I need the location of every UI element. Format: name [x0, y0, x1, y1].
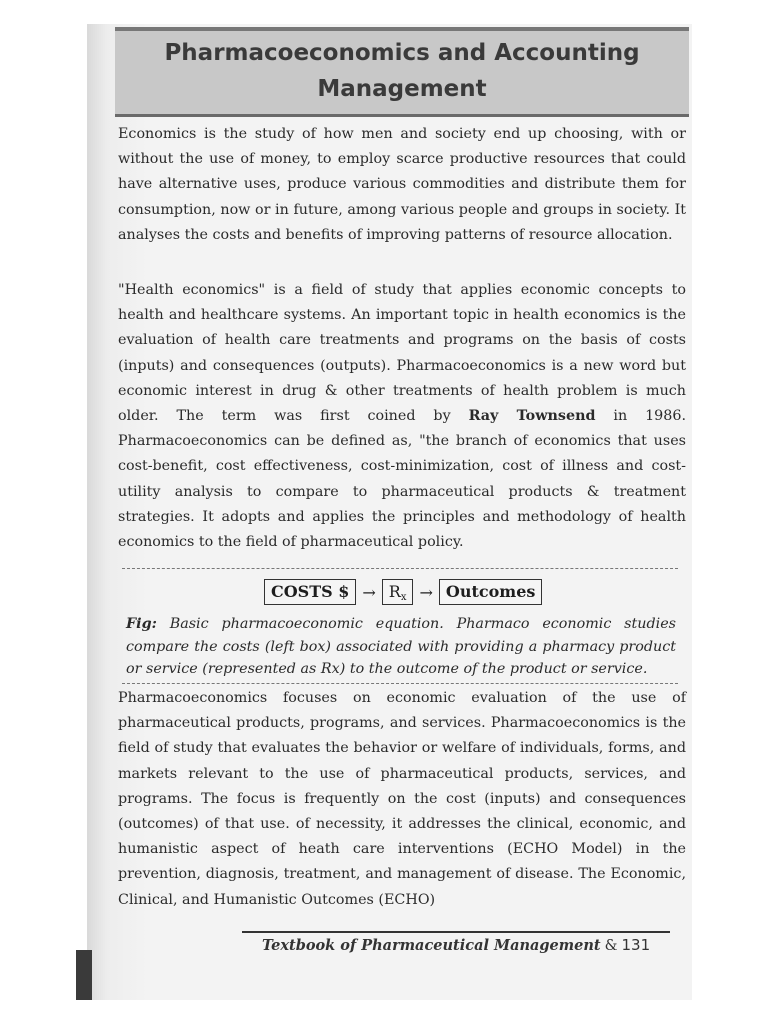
- arrow-icon: →: [362, 582, 376, 602]
- rx-subscript: x: [400, 592, 407, 603]
- arrow-icon: →: [419, 582, 433, 602]
- paragraph-economics-text: Economics is the study of how men and society end up choosing, with or without the use of money, to employ scarce productive resources that could have alternative uses, produce various commodities and distribute them for consumption, now or in future, among various people and groups in society. It analyses the costs and benefits of improving patterns of resource allocation.: [118, 126, 686, 243]
- paragraph-pharmacoeconomics-focus-text: Pharmacoeconomics focuses on economic evaluation of the use of pharmaceutical products, programs, and services. Pharmacoeconomics is the field of study that evaluates the behavior or welfare of individuals, forms, and markets relevant to the use of pharmaceutical products, services, and programs. The focus is frequently on the cost (inputs) and consequences (outcomes) of that use. of necessity, it addresses the clinical, economic, and humanistic aspect of heath care interventions (ECHO Model) in the prevention, diagnosis, treatment, and management of disease. The Economic, Clinical, and Humanistic Outcomes (ECHO): [118, 690, 686, 908]
- rx-box: [382, 579, 414, 605]
- page-edge-shadow: [76, 950, 92, 1000]
- paragraph-health-economics: [118, 278, 686, 555]
- caption-bottom-divider: [122, 683, 678, 684]
- pharmacoeconomic-equation: [264, 578, 542, 606]
- paragraph-health-economics-text: [118, 278, 686, 555]
- chapter-title-banner: [115, 27, 689, 117]
- paragraph-economics: [118, 122, 686, 248]
- equation-top-divider: [122, 568, 678, 569]
- figure-label: Fig:: [126, 616, 157, 632]
- paragraph-health-economics-part2: in 1986. Pharmacoeconomics can be defined as, "the branch of economics that uses cost-benefit, cost effectiveness, cost-minimization, cost of illness and cost-utility analysis to compare to pharmaceutical products & treatment strategies. It adopts and applies the principles and methodology of health economics to the field of pharmaceutical policy.: [118, 408, 686, 551]
- book-title: Textbook of Pharmaceutical Management: [262, 937, 601, 954]
- page-number: 131: [621, 936, 651, 954]
- footer-divider: [242, 931, 670, 933]
- chapter-title-line-2: Management: [317, 76, 487, 102]
- chapter-title-line-1: Pharmacoeconomics and Accounting: [164, 40, 640, 66]
- figure-caption-text: Basic pharmacoeconomic equation. Pharmaco economic studies compare the costs (left box) associated with providing a pharmacy product or service (represented as Rx) to the outcome of the product or service.: [126, 616, 676, 677]
- ray-townsend-name: Ray Townsend: [468, 408, 596, 425]
- paragraph-pharmacoeconomics-focus: [118, 686, 686, 913]
- figure-caption: [126, 613, 676, 681]
- costs-box: COSTS $: [264, 579, 356, 605]
- footer-separator: &: [604, 938, 618, 954]
- outcomes-box: Outcomes: [439, 579, 543, 605]
- page-footer: [262, 936, 674, 954]
- rx-main-letter: R: [388, 582, 401, 601]
- paragraph-health-economics-part1: "Health economics" is a field of study that applies economic concepts to health and healthcare systems. An important topic in health economics is the evaluation of health care treatments and programs on the basis of costs (inputs) and consequences (outputs). Pharmacoeconomics is a new word but economic interest in drug & other treatments of health problem is much older. The term was first coined by: [118, 282, 686, 425]
